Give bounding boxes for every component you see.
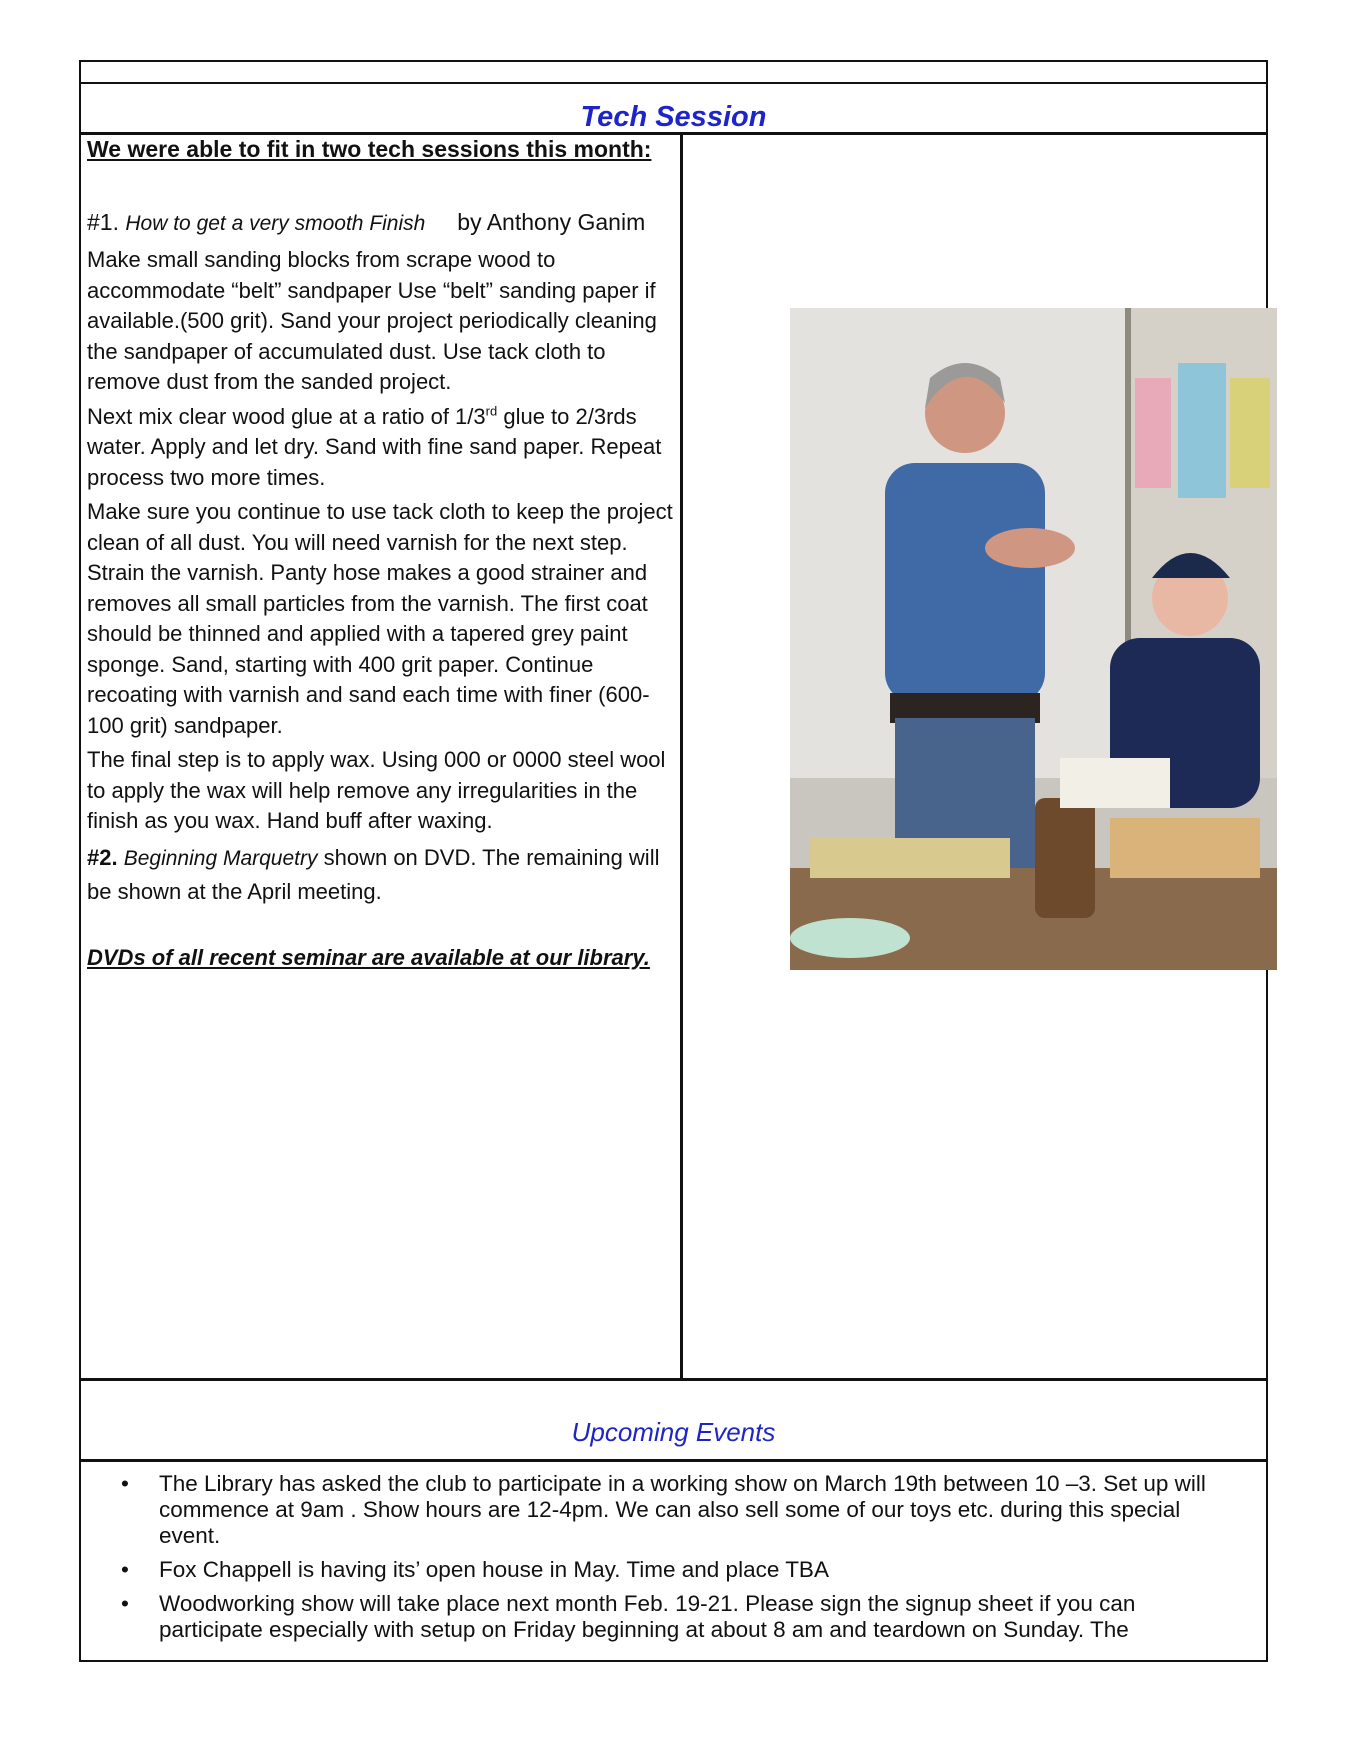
item2-title: Beginning Marquetry	[123, 846, 318, 870]
event-item: • The Library has asked the club to participate in a working show on March 19th between 10 –3. Set up will commence at 9am . Show hours are 12-4pm. We can also sell some of our toys etc. during this special event.	[159, 1471, 1266, 1549]
upcoming-events-header	[81, 1378, 1266, 1462]
item1-paragraph-2-end: glue to 2/3rds water. Apply and let dry. Sand with fine sand paper. Repeat process two more times.	[87, 403, 662, 490]
item1-heading	[87, 205, 674, 241]
tech-session-text-column	[81, 133, 683, 1378]
item2-number: #2.	[87, 844, 118, 870]
tech-session-photo-column	[683, 133, 1268, 1378]
tech-session-photo	[790, 308, 1277, 970]
item1-paragraph-2	[87, 402, 674, 494]
event-item: • Woodworking show will take place next month Feb. 19-21. Please sign the signup sheet if you can participate especially with setup on Friday beginning at about 8 am and teardown on Sunday. The	[159, 1591, 1266, 1643]
item1-paragraph-2-superscript: rd	[485, 403, 498, 419]
item2-text: shown on DVD. The remaining will be shown at the April meeting.	[87, 844, 660, 904]
intro-text: We were able to fit in two tech sessions this month:	[87, 136, 652, 162]
tech-session-title: Tech Session	[580, 101, 767, 133]
upcoming-events-list-container	[81, 1459, 1266, 1660]
item1-paragraph-3: Make sure you continue to use tack cloth to keep the project clean of all dust. You will need varnish for the next step. Strain the varnish. Panty hose makes a good strainer and removes all small particles from the varnish. The first coat should be thinned and applied with a tapered grey paint sponge. Sand, starting with 400 grit paper. Continue recoating with varnish and sand each time with finer (600-100 grit) sandpaper.	[87, 499, 673, 738]
item1-paragraph-4: The final step is to apply wax. Using 000 or 0000 steel wool to apply the wax will help remove any irregularities in the finish as you wax. Hand buff after waxing.	[87, 747, 666, 833]
dvd-library-note: DVDs of all recent seminar are available at our library.	[87, 944, 650, 970]
item1-paragraph-2-start: Next mix clear wood glue at a ratio of 1/3	[87, 403, 486, 429]
photo-illustration	[790, 308, 1277, 970]
item1-title: How to get a very smooth Finish	[125, 212, 426, 235]
top-border-row	[81, 62, 1266, 84]
event-item: • Fox Chappell is having its’ open house in May. Time and place TBA	[159, 1557, 1266, 1583]
item1-number: #1.	[87, 209, 119, 235]
upcoming-events-list	[81, 1471, 1266, 1643]
item1-author: by Anthony Ganim	[457, 209, 646, 235]
item1-paragraph-1: Make small sanding blocks from scrape wood to accommodate “belt” sandpaper Use “belt” sanding paper if available.(500 grit). Sand your project periodically cleaning the sandpaper of accumulated dust. Use tack cloth to remove dust from the sanded project.	[87, 247, 657, 394]
tech-session-header	[81, 82, 1266, 135]
upcoming-events-title: Upcoming Events	[571, 1417, 776, 1447]
newsletter-page	[79, 60, 1268, 1662]
item2-paragraph	[87, 841, 674, 908]
